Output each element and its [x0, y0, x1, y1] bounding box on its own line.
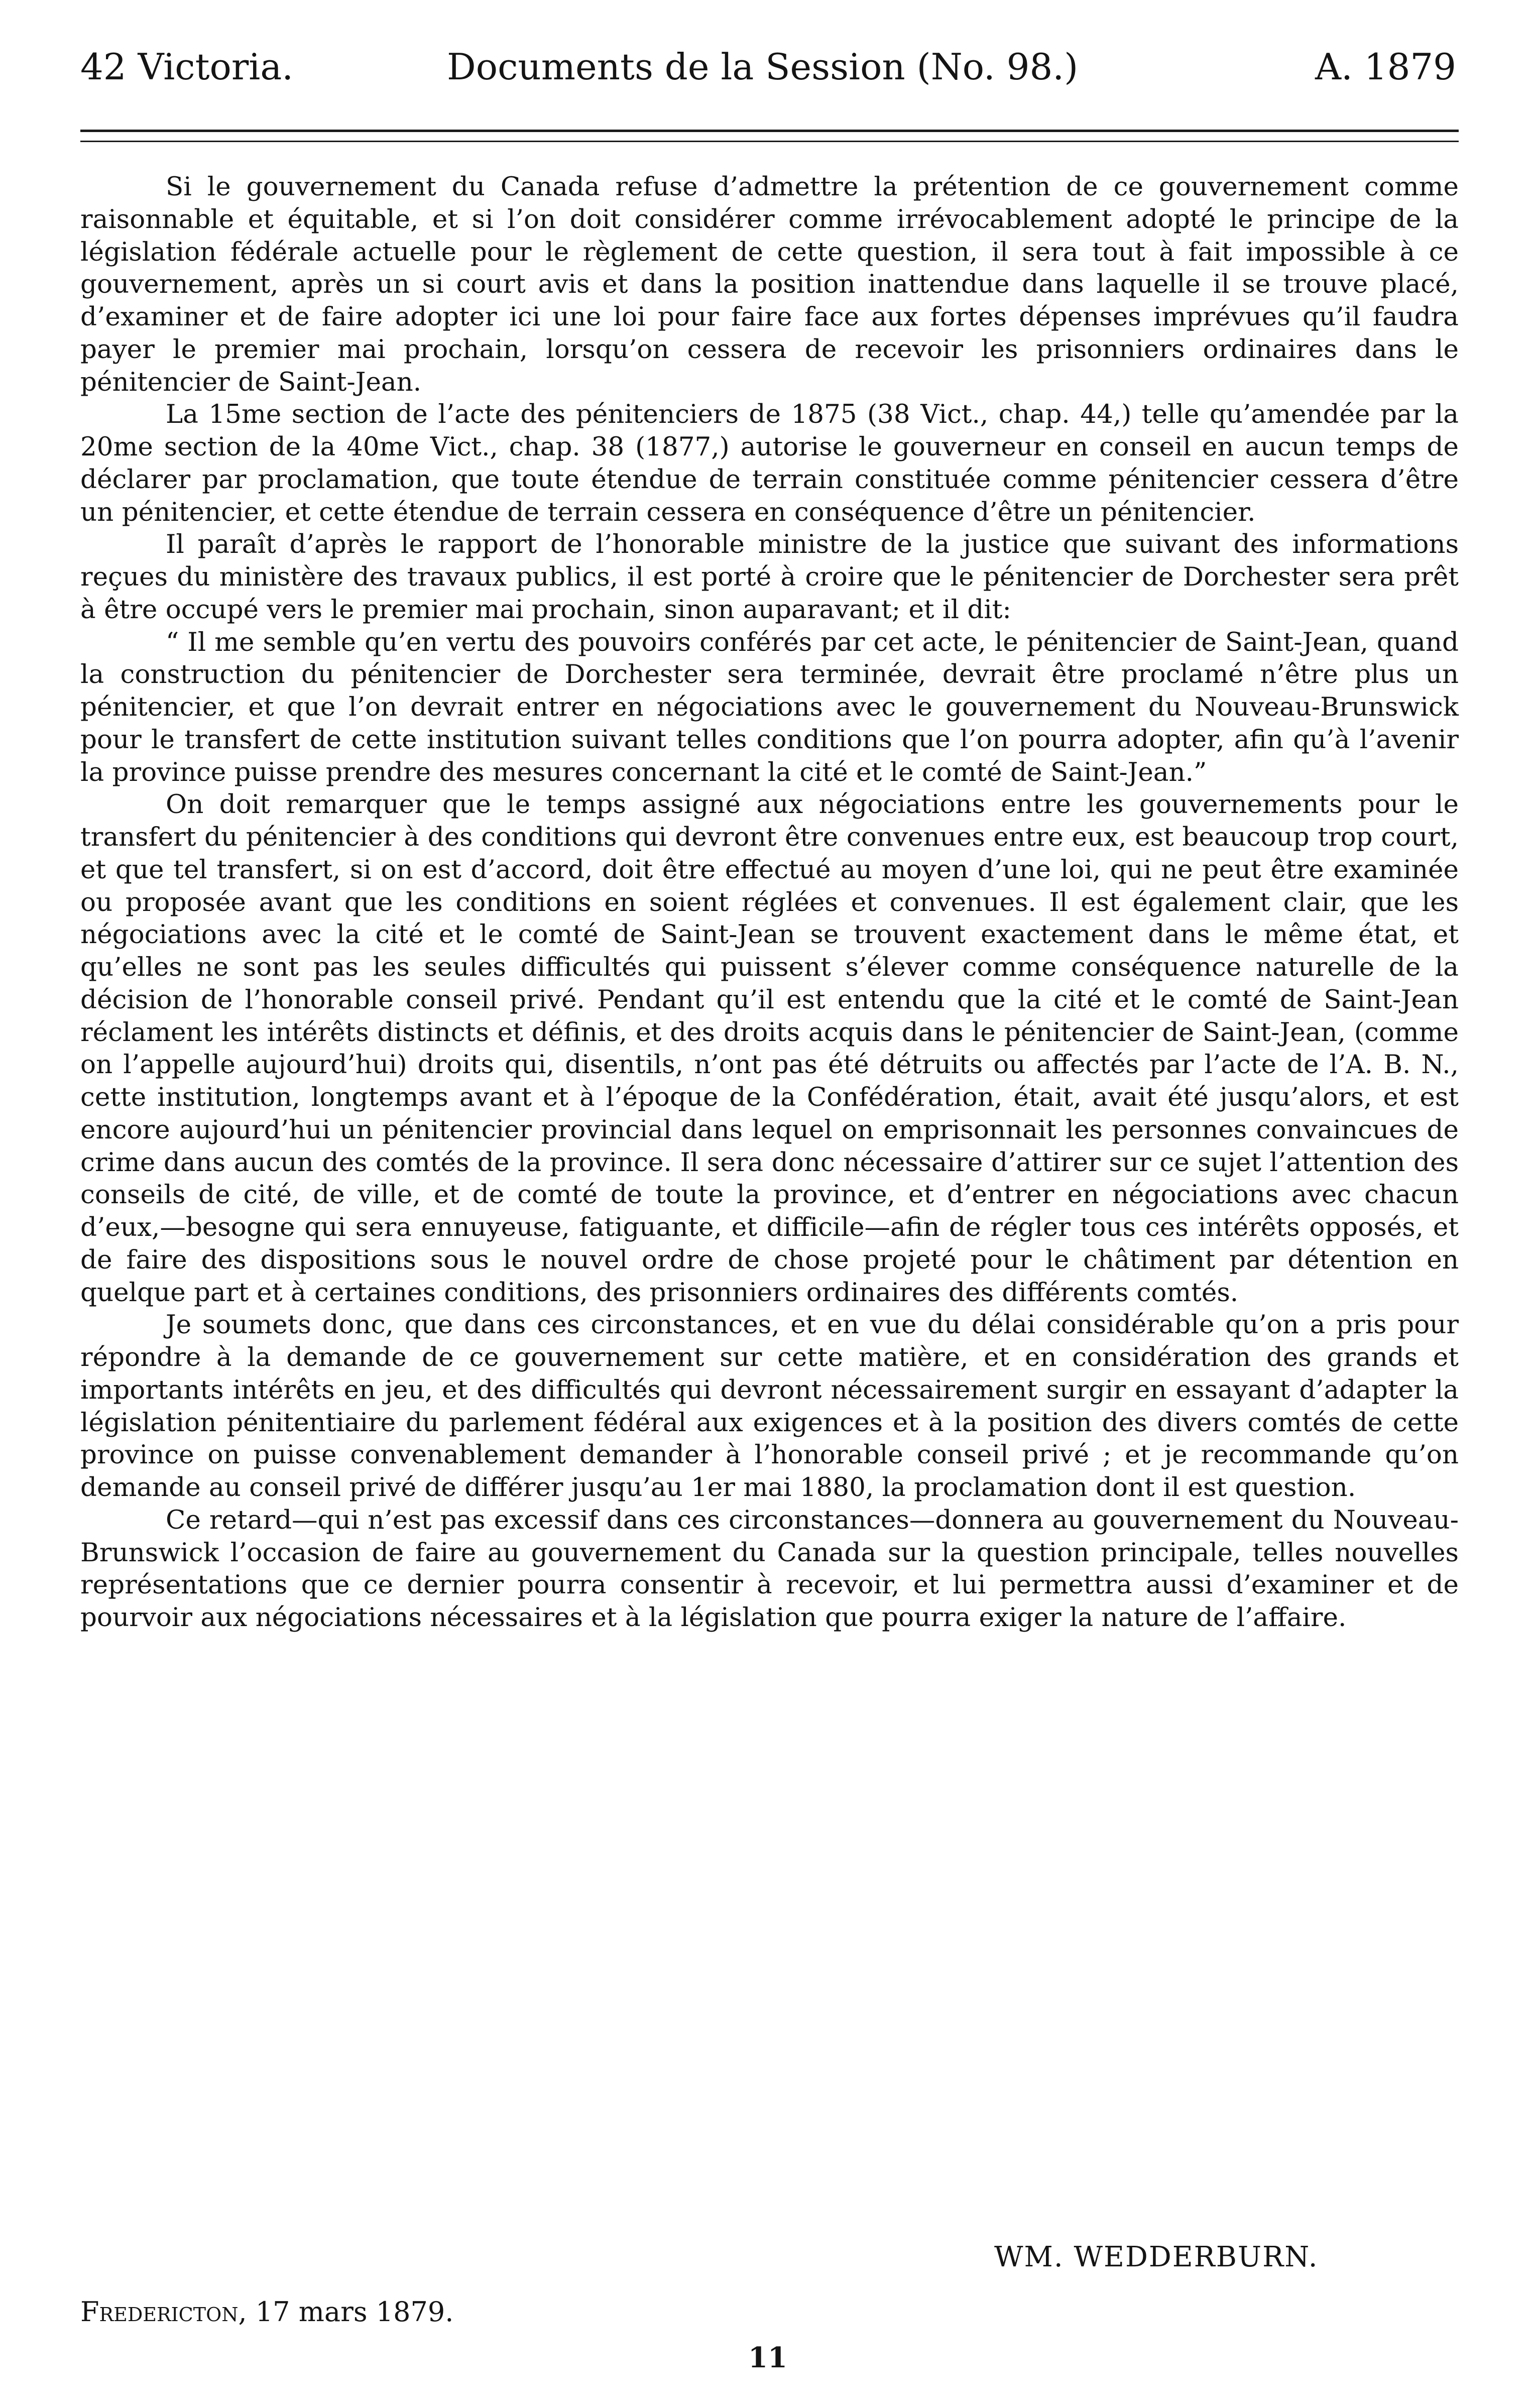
signature: WM. WEDDERBURN.: [994, 2241, 1319, 2273]
paragraph: Si le gouvernement du Canada refuse d’admettre la prétention de ce gouvernement comme raisonnable et équitable, et si l’on doit considérer comme irrévocablement adopté le principe de la législation fédérale actuelle pour le règlement de cette question, il sera tout à fait impossible à ce gouvernement, après un si court avis et dans la position inattendue dans laquelle il se trouve placé, d’examiner et de faire adopter ici une loi pour faire face aux fortes dépenses imprévues qu’il faudra payer le premier mai prochain, lorsqu’on cessera de recevoir les prisonniers ordinaires dans le pénitencier de Saint-Jean.: [80, 172, 1459, 397]
paragraph: La 15me section de l’acte des pénitenciers de 1875 (38 Vict., chap. 44,) telle qu’amendée par la 20me section de la 40me Vict., chap. 38 (1877,) autorise le gouverneur en conseil en aucun temps de déclarer par proclamation, que toute étendue de terrain constituée comme pénitencier cessera d’être un pénitencier, et cette étendue de terrain cessera en conséquence d’être un pénitencier.: [80, 399, 1459, 527]
paragraph: Il paraît d’après le rapport de l’honorable ministre de la justice que suivant des informations reçues du ministère des travaux publics, il est porté à croire que le pénitencier de Dorchester sera prêt à être occupé vers le premier mai prochain, sinon auparavant; et il dit:: [80, 529, 1459, 625]
quoted-paragraph: “ Il me semble qu’en vertu des pouvoirs conférés par cet acte, le pénitencier de Saint-Jean, quand la construction du pénitencier de Dorchester sera terminée, devrait être proclamé n’être plus un pénitencier, et que l’on devrait entrer en négociations avec le gouvernement du Nouveau-Brunswick pour le transfert de cette institution suivant telles conditions que l’on pourra adopter, afin qu’à l’avenir la province puisse prendre des mesures concernant la cité et le comté de Saint-Jean.”: [80, 627, 1459, 787]
running-header: [80, 44, 1456, 89]
paragraph: Ce retard—qui n’est pas excessif dans ces circonstances—donnera au gouvernement du Nouveau-Brunswick l’occasion de faire au gouvernement du Canada sur la question principale, telles nouvelles représentations que ce dernier pourra consentir à recevoir, et lui permettra aussi d’examiner et de pourvoir aux négociations nécessaires et à la législation que pourra exiger la nature de l’affaire.: [80, 1505, 1459, 1633]
header-session-year: 42 Victoria.: [80, 46, 294, 88]
header-rule-thin: [80, 141, 1459, 142]
place: Fredericton,: [80, 2296, 247, 2328]
header-rule-thick: [80, 130, 1459, 132]
place-and-date: [80, 2295, 453, 2329]
letter-body: [80, 171, 1459, 1634]
header-document-title: Documents de la Session (No. 98.): [447, 46, 1079, 88]
page-number: 11: [748, 2341, 787, 2374]
header-publication-year: A. 1879: [1315, 46, 1456, 88]
date: 17 mars 1879.: [255, 2296, 454, 2328]
paragraph: On doit remarquer que le temps assigné aux négociations entre les gouvernements pour le transfert du pénitencier à des conditions qui devront être convenues entre eux, est beaucoup trop court, et que tel transfert, si on est d’accord, doit être effectué au moyen d’une loi, qui ne peut être examinée ou proposée avant que les conditions en soient réglées et convenues. Il est également clair, que les négociations avec la cité et le comté de Saint-Jean se trouvent exactement dans le même état, et qu’elles ne sont pas les seules difficultés qui puissent s’élever comme conséquence naturelle de la décision de l’honorable conseil privé. Pendant qu’il est entendu que la cité et le comté de Saint-Jean réclament les intérêts distincts et définis, et des droits acquis dans le pénitencier de Saint-Jean, (comme on l’appelle aujourd’hui) droits qui, disentils, n’ont pas été détruits ou affectés par l’acte de l’A. B. N., cette institution, longtemps avant et à l’époque de la Confédération, était, avait été jusqu’alors, et est encore aujourd’hui un pénitencier provincial dans lequel on emprisonnait les personnes convaincues de crime dans aucun des comtés de la province. Il sera donc nécessaire d’attirer sur ce sujet l’attention des conseils de cité, de ville, et de comté de toute la province, et d’entrer en négociations avec chacun d’eux,—besogne qui sera ennuyeuse, fatiguante, et difficile—afin de régler tous ces intérêts opposés, et de faire des dispositions sous le nouvel ordre de chose projeté pour le châtiment par détention en quelque part et à certaines conditions, des prisonniers ordinaires des différents comtés.: [80, 789, 1459, 1308]
paragraph: Je soumets donc, que dans ces circonstances, et en vue du délai considérable qu’on a pris pour répondre à la demande de ce gouvernement sur cette matière, et en considération des grands et importants intérêts en jeu, et des difficultés qui devront nécessairement surgir en essayant d’adapter la législation pénitentiaire du parlement fédéral aux exigences et à la position des divers comtés de cette province on puisse convenablement demander à l’honorable conseil privé ; et je recommande qu’on demande au conseil privé de différer jusqu’au 1er mai 1880, la proclamation dont il est question.: [80, 1310, 1459, 1503]
